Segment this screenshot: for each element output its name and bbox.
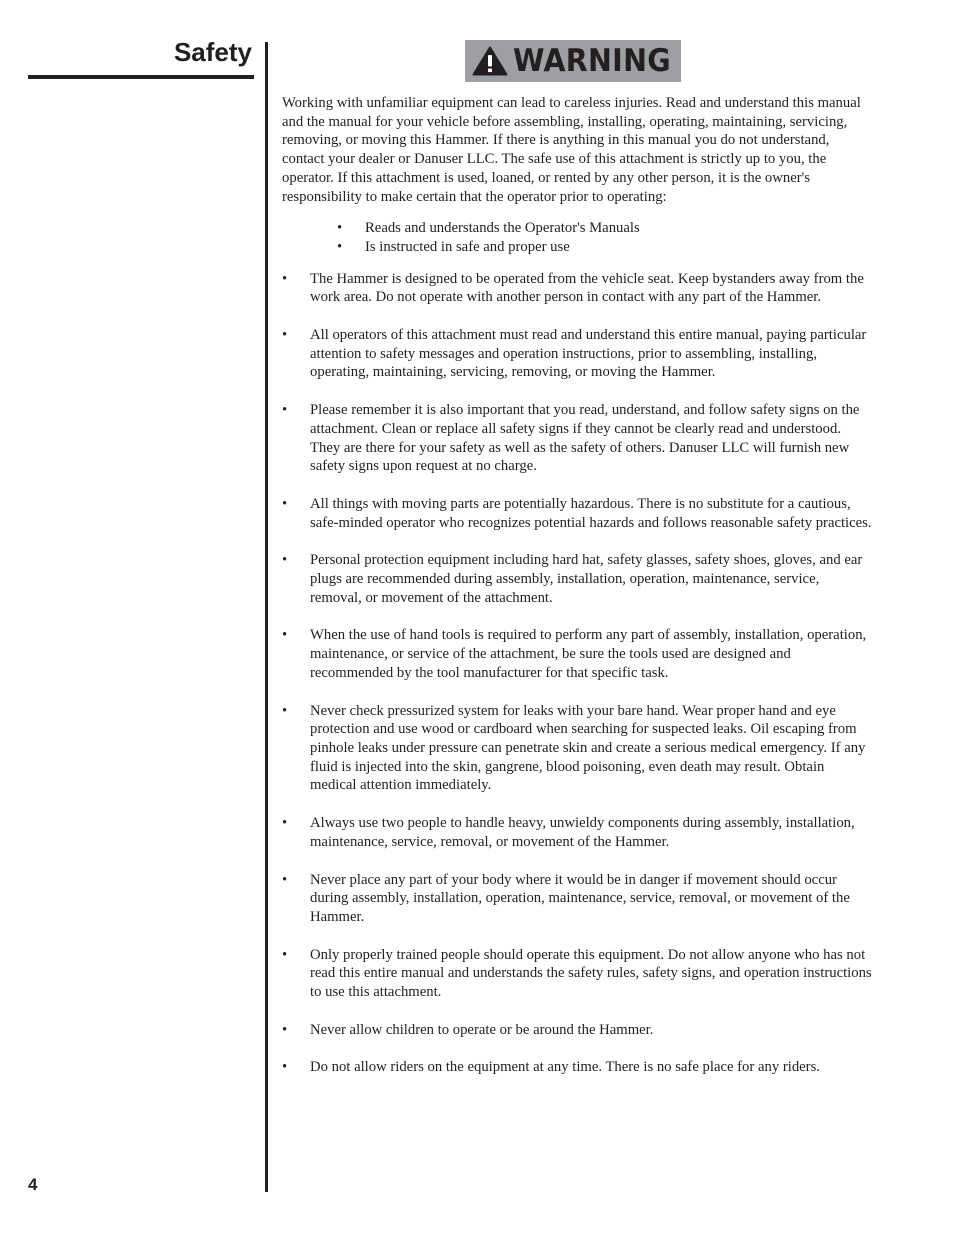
safety-point-item-text: Never place any part of your body where it would be in danger if movement should occur during assembly, installation, operation, maintenance, service, removal, or movement of the Hammer. (310, 871, 850, 925)
operator-requirement-item (337, 238, 872, 257)
safety-point-item (282, 626, 872, 682)
safety-point-item-text: When the use of hand tools is required to perform any part of assembly, installation, operation, maintenance, or service of the attachment, be sure the tools used are designed and recommended by the tool manufacturer for that specific task. (310, 627, 867, 681)
operator-requirement-item (337, 219, 872, 238)
safety-point-item-text: Always use two people to handle heavy, unwieldy components during assembly, installation, maintenance, service, removal, or movement of the Hammer. (310, 815, 855, 850)
bullet-mark: • (282, 1021, 288, 1038)
safety-points-list (282, 270, 872, 1078)
safety-point-item-text: All things with moving parts are potentially hazardous. There is no substitute for a cautious, safe-minded operator who recognizes potential hazards and follows reasonable safety practices. (310, 495, 872, 531)
safety-point-item-text: Please remember it is also important that you read, understand, and follow safety signs on the attachment. Clean or replace all safety signs if they cannot be clearly read and understood. They are there for your safety as well as the safety of others. Danuser LLC will furnish new safety signs upon request at no charge. (310, 402, 860, 475)
bullet-mark: • (337, 220, 343, 237)
safety-point-item-text: All operators of this attachment must read and understand this entire manual, paying particular attention to safety messages and operation instructions, prior to assembling, installing, operating, maintaining, servicing, removing, or moving the Hammer. (310, 327, 867, 381)
safety-point-item (282, 495, 872, 532)
safety-point-item-text: The Hammer is designed to be operated from the vehicle seat. Keep bystanders away from the work area. Do not operate with another person in contact with any part of the Hammer. (310, 270, 864, 306)
bullet-mark: • (282, 946, 288, 963)
safety-point-item (282, 871, 872, 927)
safety-point-item (282, 401, 872, 476)
safety-point-item-text: Never allow children to operate or be around the Hammer. (310, 1021, 654, 1038)
safety-point-item (282, 702, 872, 796)
page-number: 4 (28, 1175, 38, 1194)
safety-content (282, 94, 872, 1077)
bullet-mark: • (282, 270, 288, 287)
warning-banner (465, 40, 681, 82)
operator-requirements-list (282, 219, 872, 256)
bullet-mark: • (282, 815, 288, 832)
safety-point-item-text: Only properly trained people should operate this equipment. Do not allow anyone who has not read this entire manual and understands the safety rules, safety signs, and operation instructions to use this attachment. (310, 946, 872, 1001)
safety-point-item (282, 1058, 872, 1077)
column-divider (265, 42, 268, 1192)
safety-point-item-text: Do not allow riders on the equipment at any time. There is no safe place for any riders. (310, 1059, 820, 1076)
safety-point-item (282, 270, 872, 307)
operator-requirement-item-text: Reads and understands the Operator's Manuals (365, 220, 640, 237)
warning-label: WARNING (513, 43, 671, 79)
bullet-mark: • (282, 552, 288, 569)
bullet-mark: • (337, 238, 343, 255)
safety-point-item (282, 1021, 872, 1040)
bullet-mark: • (282, 702, 288, 719)
safety-point-item (282, 946, 872, 1002)
warning-triangle-icon (472, 46, 508, 76)
section-title: Safety (173, 37, 252, 67)
bullet-mark: • (282, 627, 288, 644)
bullet-mark: • (282, 402, 288, 419)
operator-requirement-item-text: Is instructed in safe and proper use (365, 238, 570, 255)
safety-point-item (282, 326, 872, 382)
bullet-mark: • (282, 871, 288, 888)
safety-point-item (282, 814, 872, 851)
safety-point-item-text: Never check pressurized system for leaks with your bare hand. Wear proper hand and eye protection and use wood or cardboard when searching for suspected leaks. Oil escaping from pinhole leaks under pressure can penetrate skin and create a serious medical emergency. If any fluid is injected into the skin, gangrene, blood poisoning, even death may result. Obtain medical attention immediately. (310, 702, 866, 794)
bullet-mark: • (282, 327, 288, 344)
intro-paragraph: Working with unfamiliar equipment can lead to careless injuries. Read and understand this manual and the manual for your vehicle before assembling, installing, operating, maintaining, servicing, removing, or moving this Hammer. If there is anything in this manual you do not understand, contact your dealer or Danuser LLC. The safe use of this attachment is strictly up to you, the operator. If this attachment is used, loaned, or rented by any other person, it is the owner's responsibility to make certain that the operator prior to operating: (282, 95, 861, 205)
bullet-mark: • (282, 1059, 288, 1076)
title-underline (28, 75, 254, 79)
safety-point-item (282, 551, 872, 607)
safety-point-item-text: Personal protection equipment including hard hat, safety glasses, safety shoes, gloves, and ear plugs are recommended during assembly, installation, operation, maintenance, service, removal, or movement of the attachment. (310, 552, 863, 606)
bullet-mark: • (282, 495, 288, 512)
